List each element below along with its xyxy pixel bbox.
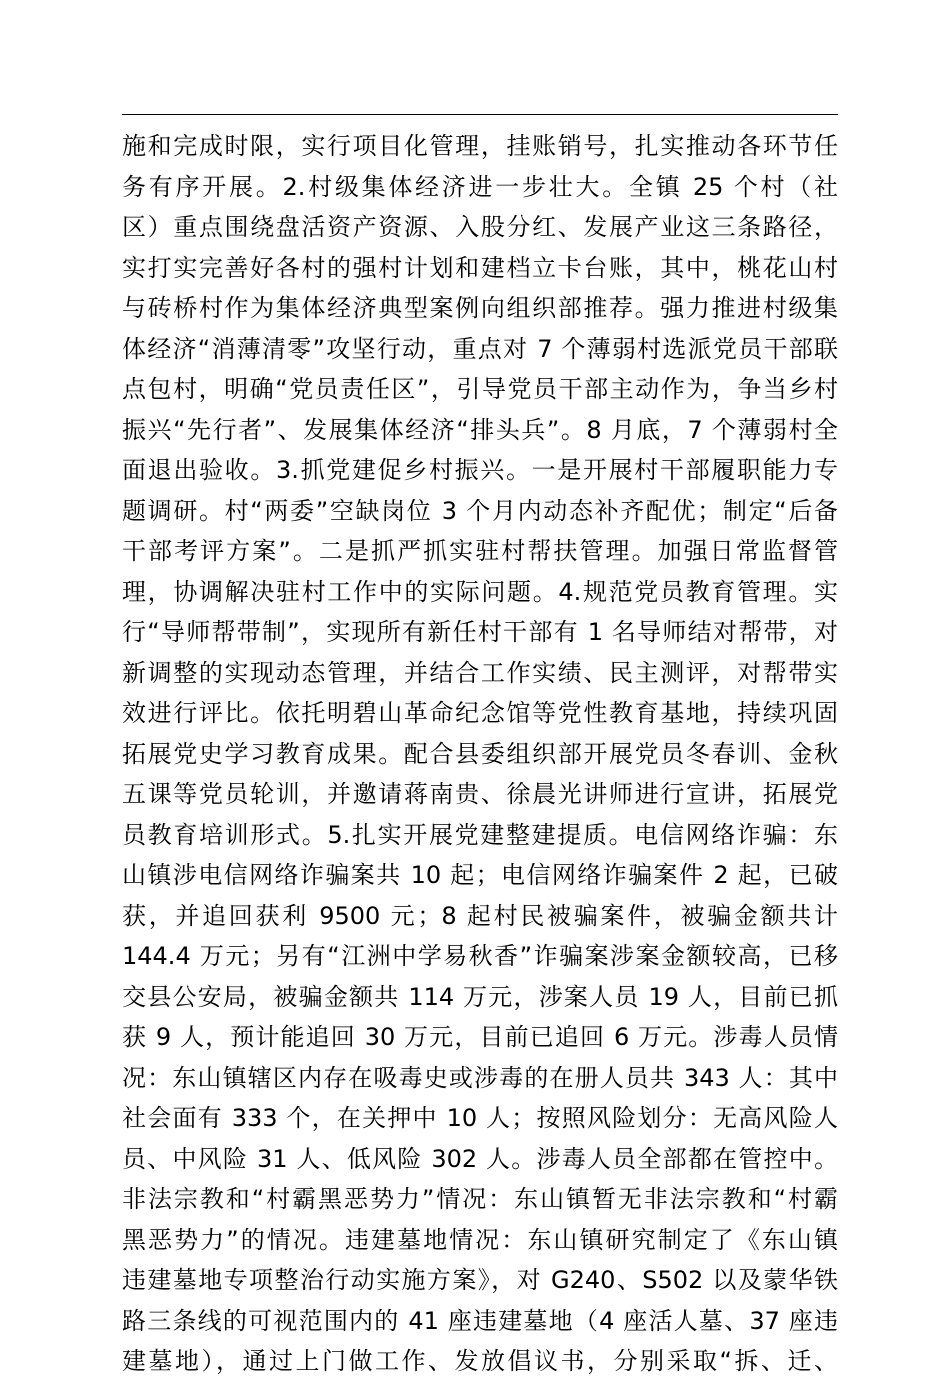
text-line: 拓展党史学习教育成果。配合县委组织部开展党员冬春训、金秋 — [122, 739, 838, 768]
text-line: 获，并追回获利 9500 元；8 起村民被骗案件，被骗金额共计 — [122, 901, 838, 930]
text-line: 员教育培训形式。5.扎实开展党建整建提质。电信网络诈骗：东 — [122, 820, 838, 849]
text-line: 振兴“先行者”、发展集体经济“排头兵”。8 月底，7 个薄弱村全 — [122, 415, 838, 444]
text-line: 理，协调解决驻村工作中的实际问题。4.规范党员教育管理。实 — [122, 577, 838, 606]
text-line: 违建墓地专项整治行动实施方案》，对 G240、S502 以及蒙华铁 — [122, 1266, 838, 1294]
text-line: 效进行评比。依托明碧山革命纪念馆等党性教育基地，持续巩固 — [122, 699, 838, 727]
header-rule — [122, 114, 838, 115]
text-line: 面退出验收。3.抓党建促乡村振兴。一是开展村干部履职能力专 — [122, 456, 838, 484]
text-line: 务有序开展。2.村级集体经济进一步壮大。全镇 25 个村（社 — [122, 172, 838, 201]
text-line: 行“导师帮带制”，实现所有新任村干部有 1 名导师结对帮带，对 — [122, 618, 838, 646]
text-line: 路三条线的可视范围内的 41 座违建墓地（4 座活人墓、37 座违 — [122, 1306, 838, 1335]
text-line: 实打实完善好各村的强村计划和建档立卡台账，其中，桃花山村 — [122, 253, 838, 282]
text-line: 144.4 万元；另有“江洲中学易秋香”诈骗案涉案金额较高，已移 — [122, 942, 838, 970]
text-line: 新调整的实现动态管理，并结合工作实绩、民主测评，对帮带实 — [122, 658, 838, 687]
text-line: 员、中风险 31 人、低风险 302 人。涉毒人员全部都在管控中。 — [122, 1144, 838, 1173]
text-line: 干部考评方案”。二是抓严抓实驻村帮扶管理。加强日常监督管 — [122, 537, 838, 565]
text-line: 施和完成时限，实行项目化管理，挂账销号，扎实推动各环节任 — [122, 132, 838, 160]
text-line: 题调研。村“两委”空缺岗位 3 个月内动态补齐配优；制定“后备 — [122, 496, 838, 525]
text-line: 建墓地），通过上门做工作、发放倡议书，分别采取“拆、迁、 — [122, 1347, 838, 1375]
text-line: 交县公安局，被骗金额共 114 万元，涉案人员 19 人，目前已抓 — [122, 982, 838, 1011]
text-line: 区）重点围绕盘活资产资源、入股分红、发展产业这三条路径， — [122, 213, 838, 241]
text-line: 非法宗教和“村霸黑恶势力”情况：东山镇暂无非法宗教和“村霸 — [122, 1185, 838, 1213]
text-line: 体经济“消薄清零”攻坚行动，重点对 7 个薄弱村选派党员干部联 — [122, 334, 838, 363]
text-line: 黑恶势力”的情况。违建墓地情况：东山镇研究制定了《东山镇 — [122, 1225, 838, 1254]
body-paragraph — [122, 126, 838, 1382]
text-line: 与砖桥村作为集体经济典型案例向组织部推荐。强力推进村级集 — [122, 294, 838, 322]
text-line: 获 9 人，预计能追回 30 万元，目前已追回 6 万元。涉毒人员情 — [122, 1023, 838, 1051]
text-line: 点包村，明确“党员责任区”，引导党员干部主动作为，争当乡村 — [122, 375, 838, 403]
text-line: 社会面有 333 个，在关押中 10 人；按照风险划分：无高风险人 — [122, 1104, 838, 1132]
text-line: 五课等党员轮训，并邀请蒋南贵、徐晨光讲师进行宣讲，拓展党 — [122, 780, 838, 808]
text-line: 况：东山镇辖区内存在吸毒史或涉毒的在册人员共 343 人：其中 — [122, 1063, 838, 1092]
text-line: 山镇涉电信网络诈骗案共 10 起；电信网络诈骗案件 2 起，已破 — [122, 861, 838, 889]
